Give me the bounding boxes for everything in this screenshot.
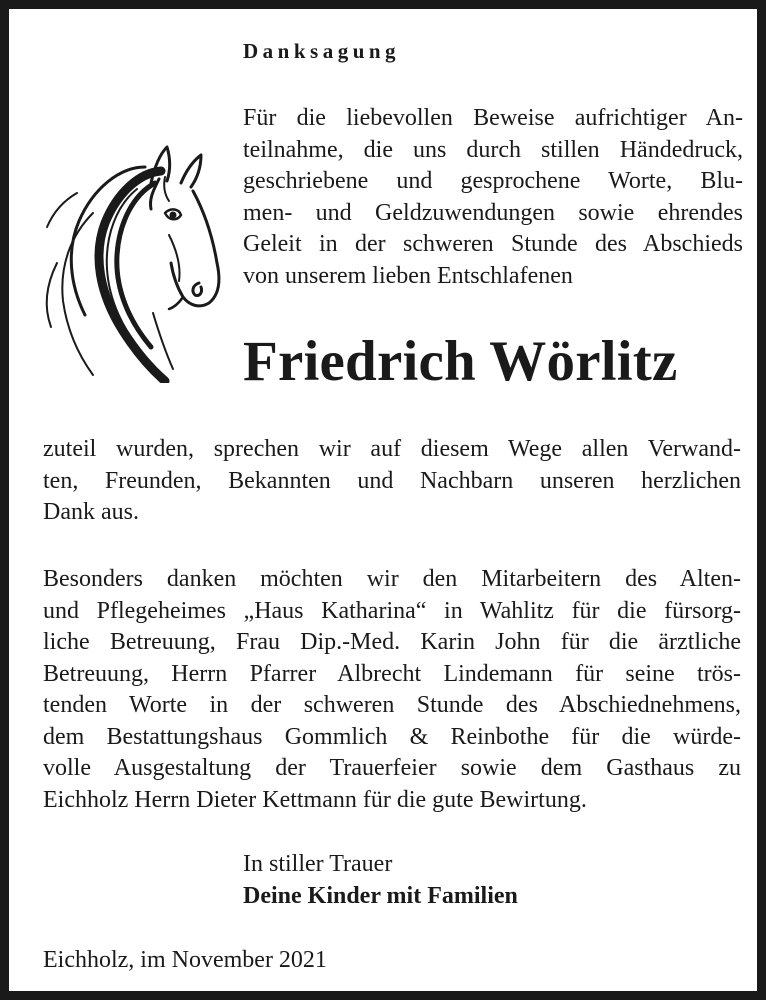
paragraph-line: volle Ausgestaltung der Trauerfeier sowie dem Gasthaus zu [43,755,741,781]
intro-line: Für die liebevollen Beweise aufrichtiger An- [243,105,743,131]
paragraph-line: Besonders danken möchten wir den Mitarbeitern des Alten- [43,566,741,592]
paragraph-line: liche Betreuung, Frau Dip.-Med. Karin John für die ärztliche [43,629,741,655]
intro-text [243,103,743,292]
thanks-paragraph-1 [43,434,741,529]
paragraph-line: Betreuung, Herrn Pfarrer Albrecht Lindemann für seine trös- [43,660,741,687]
paragraph-line: Dank aus. [43,499,139,525]
place-and-date: Eichholz, im November 2021 [43,947,327,973]
paragraph-line: zuteil wurden, sprechen wir auf diesem Wege allen Verwand- [43,436,741,462]
mourners-signature: Deine Kinder mit Familien [243,883,518,909]
intro-line: teilnahme, die uns durch stillen Händedruck, [243,136,743,163]
thanks-paragraph-2 [43,564,741,816]
paragraph-line: Eichholz Herrn Dieter Kettmann für die gute Bewirtung. [43,786,587,813]
intro-line: Geleit in der schweren Stunde des Abschieds [243,231,743,257]
intro-line: men- und Geldzuwendungen sowie ehrendes [243,199,743,226]
paragraph-line: ten, Freunden, Bekannten und Nachbarn unseren herzlichen [43,467,741,494]
notice-title: Danksagung [243,39,401,63]
paragraph-line: dem Bestattungshaus Gommlich & Reinbothe für die würde- [43,723,741,750]
closing-phrase: In stiller Trauer [243,851,393,877]
intro-line: von unserem lieben Entschlafenen [243,262,573,289]
paragraph-line: tenden Worte in der schweren Stunde des Abschiednehmens, [43,692,741,718]
paragraph-line: und Pflegeheimes „Haus Katharina“ in Wahlitz für die fürsorg- [43,597,741,624]
intro-line: geschriebene und gesprochene Worte, Blu- [243,168,743,194]
horse-head-illustration [33,143,223,383]
deceased-name: Friedrich Wörlitz [243,330,678,393]
